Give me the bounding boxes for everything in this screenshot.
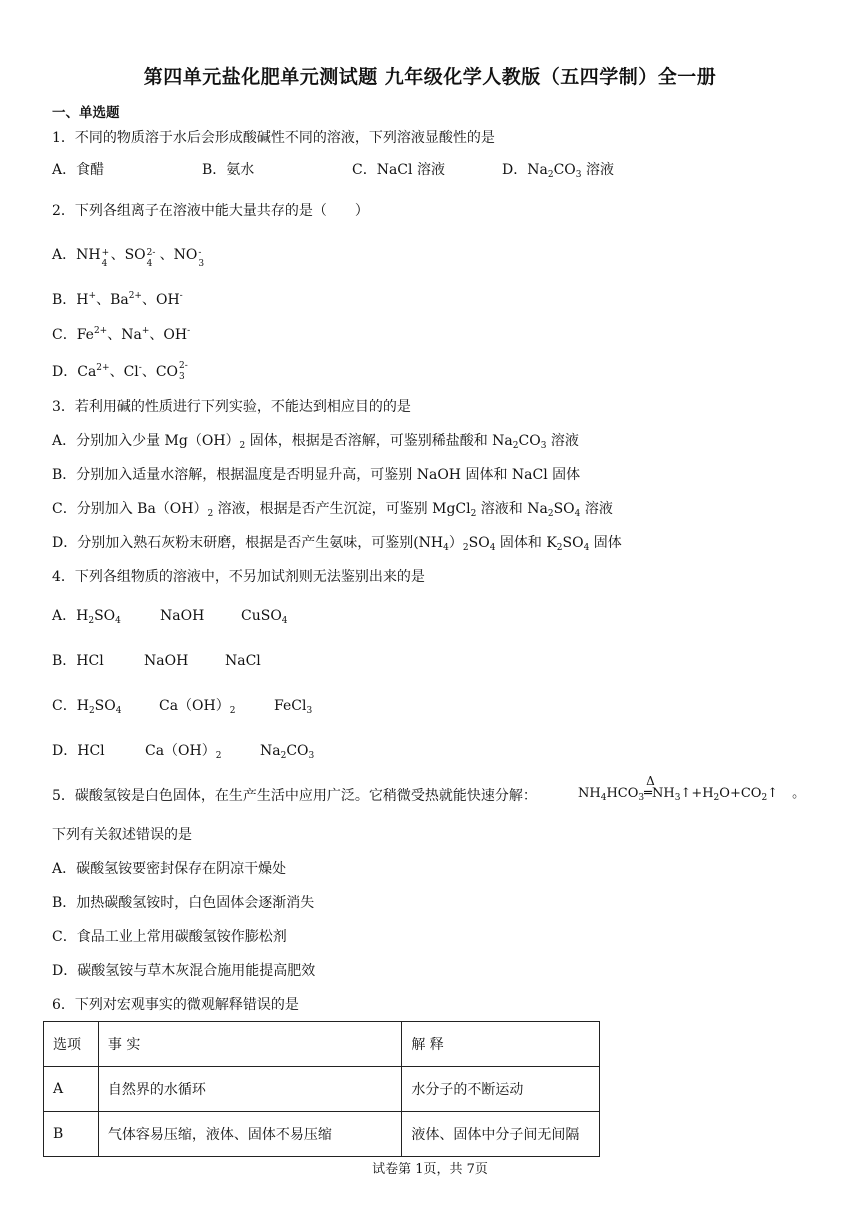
table-cell: B <box>44 1112 99 1157</box>
table-cell: 水分子的不断运动 <box>402 1067 600 1112</box>
q1-option-a: A．食醋 <box>52 162 105 178</box>
question-1-stem: 1．不同的物质溶于水后会形成酸碱性不同的溶液，下列溶液显酸性的是 <box>52 130 495 146</box>
question-5-stem-2: 下列有关叙述错误的是 <box>52 827 192 843</box>
decomposition-equation: $NH_4HCO_3$ Δ $═NH_3↑+H_2O+CO_2↑$ 。 <box>578 774 806 803</box>
q5-option-c: C．食品工业上常用碳酸氢铵作膨松剂 <box>52 929 287 945</box>
table-cell: A <box>44 1067 99 1112</box>
q1-option-d: D．$Na_2CO_3$ 溶液 <box>502 162 614 180</box>
q4-option-c: C．$H_2SO_4$ $Ca(OH)_2$ FeCl$_3$ <box>52 698 313 716</box>
table-row <box>44 1112 600 1157</box>
table-header-row <box>44 1022 600 1067</box>
table-cell: 液体、固体中分子间无间隔 <box>402 1112 600 1157</box>
q2-option-d: D．$Ca^{2+}$、Cl-、CO 2- 3 <box>52 361 188 382</box>
question-5-stem: 5．碳酸氢铵是白色固体，在生产生活中应用广泛。它稍微受热就能快速分解： <box>52 788 537 804</box>
q4-option-a: A．$H_2SO_4$ NaOH CuSO$_4$ <box>52 608 288 626</box>
question-3-stem: 3．若利用碱的性质进行下列实验，不能达到相应目的的是 <box>52 399 411 415</box>
q1-option-c: C．NaCl 溶液 <box>352 162 445 178</box>
q3-option-d: D．分别加入熟石灰粉末研磨，根据是否产生氨味，可鉴别$(NH_4)_2SO_4$ 固体和 $K_2SO_4$ 固体 <box>52 535 622 553</box>
q5-option-a: A．碳酸氢铵要密封保存在阴凉干燥处 <box>52 861 287 877</box>
section-heading: 一、单选题 <box>52 105 120 121</box>
q3-option-b: B．分别加入适量水溶解，根据温度是否明显升高，可鉴别 NaOH 固体和 NaCl 固体 <box>52 467 581 483</box>
heat-delta-symbol: Δ <box>646 774 655 788</box>
question-6-stem: 6．下列对宏观事实的微观解释错误的是 <box>52 997 299 1013</box>
q3-option-a: A．分别加入少量 $Mg(OH)_2$ 固体，根据是否溶解，可鉴别稀盐酸和 $Na_2CO_3$ 溶液 <box>52 433 579 451</box>
page-title: 第四单元盐化肥单元测试题 九年级化学人教版（五四学制）全一册 <box>143 66 717 88</box>
q4-option-b: B．HCl NaOH NaCl <box>52 653 261 669</box>
q2-option-c: C．$Fe^{2+}$、Na+、OH- <box>52 326 191 343</box>
q4-option-d: D．HCl $Ca(OH)_2$ $Na_2CO_3$ <box>52 743 315 761</box>
page-footer: 试卷第 1页，共 7页 <box>372 1162 488 1177</box>
table-cell: 气体容易压缩，液体、固体不易压缩 <box>98 1112 401 1157</box>
table-header-cell: 解 释 <box>402 1022 600 1067</box>
table-cell: 自然界的水循环 <box>98 1067 401 1112</box>
q5-option-d: D．碳酸氢铵与草木灰混合施用能提高肥效 <box>52 963 316 979</box>
q3-option-c: C．分别加入 $Ba(OH)_2$ 溶液，根据是否产生沉淀，可鉴别 MgCl$_2$ 溶液和 $Na_2SO_4$ 溶液 <box>52 501 613 519</box>
q2-option-a: A．NH + 4 、SO 2- 4 、NO - 3 <box>52 247 205 269</box>
q2-option-b: B．H+、$Ba^{2+}$、OH- <box>52 291 183 308</box>
explanation-table <box>43 1021 600 1157</box>
table-header-cell: 事 实 <box>98 1022 401 1067</box>
table-row <box>44 1067 600 1112</box>
q5-option-b: B．加热碳酸氢铵时，白色固体会逐渐消失 <box>52 895 315 911</box>
q1-option-b: B．氨水 <box>202 162 255 178</box>
question-4-stem: 4．下列各组物质的溶液中，不另加试剂则无法鉴别出来的是 <box>52 569 425 585</box>
table-header-cell: 选项 <box>44 1022 99 1067</box>
question-2-stem: 2．下列各组离子在溶液中能大量共存的是（ ） <box>52 203 369 219</box>
question-1-options <box>52 160 812 180</box>
